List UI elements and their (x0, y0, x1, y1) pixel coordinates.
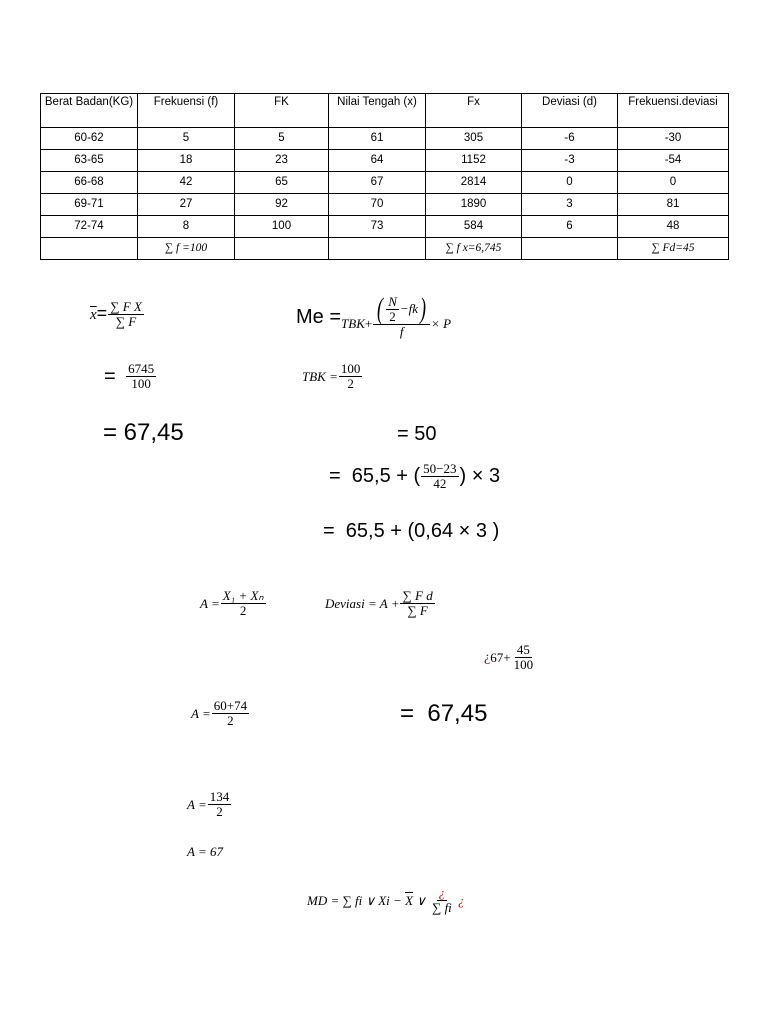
n-over-2 (386, 295, 399, 325)
cell-fx: 1890 (426, 194, 522, 216)
tbk-symbol: TBK (341, 316, 365, 331)
cell-deviasi: 0 (522, 172, 618, 194)
step-a-numerator: 50−23 (423, 461, 457, 476)
median-step-a (329, 462, 500, 492)
mean-step-fraction (126, 362, 156, 392)
cell-fx: 584 (426, 216, 522, 238)
assumed-a-step-2 (187, 790, 232, 820)
cell-fx: 1152 (426, 150, 522, 172)
cell-deviasi: 3 (522, 194, 618, 216)
a3-lhs: A = (187, 796, 207, 812)
a-numerator: X₁ + Xₙ (222, 588, 264, 603)
deviasi-lhs: Deviasi = A + (325, 595, 400, 611)
step-denominator: 100 (513, 657, 534, 673)
cell-frekuensi-deviasi: -30 (618, 128, 729, 150)
header-nilai-tengah: Nilai Tengah (x) (329, 94, 426, 128)
a-lhs: A = (200, 595, 220, 611)
total-deviasi (522, 238, 618, 260)
deviasi-formula (325, 589, 436, 619)
mean-formula (90, 300, 145, 330)
cell-frekuensi: 27 (138, 194, 235, 216)
deviasi-step-fraction (512, 643, 536, 673)
deviasi-numerator: ∑ F d (402, 588, 433, 603)
header-frekuensi: Frekuensi (f) (138, 94, 235, 128)
cell-fk: 5 (235, 128, 329, 150)
step-a-denominator: 42 (433, 476, 447, 492)
cell-nilai-tengah: 70 (329, 194, 426, 216)
median-formula (296, 287, 451, 347)
deviasi-step-mid: 67+ (490, 649, 511, 665)
deviasi-denominator: ∑ F (407, 603, 428, 619)
cell-berat: 63-65 (41, 150, 138, 172)
deviasi-fraction (400, 589, 434, 619)
frequency-table (40, 93, 729, 260)
minus-fk: −fk (399, 301, 419, 317)
assumed-a-formula (200, 589, 267, 619)
total-berat (41, 238, 138, 260)
two-symbol: 2 (389, 308, 396, 324)
table-row (41, 172, 729, 194)
equals-sign: = (96, 302, 108, 323)
a-fraction (221, 589, 266, 619)
tbk-denominator: 2 (347, 376, 354, 392)
mean-result: = 67,45 (103, 419, 184, 446)
md-denominator: ∑ fi (432, 900, 452, 916)
a3-denominator: 2 (216, 804, 223, 820)
table-row (41, 128, 729, 150)
cell-fk: 65 (235, 172, 329, 194)
step-numerator: 6745 (128, 361, 155, 376)
table-totals-row (41, 238, 729, 260)
cell-berat: 72-74 (41, 216, 138, 238)
a2-denominator: 2 (227, 713, 234, 729)
step-a-suffix: ) × 3 (459, 465, 501, 488)
right-paren: ) (420, 292, 427, 326)
table-row (41, 150, 729, 172)
cell-nilai-tengah: 67 (329, 172, 426, 194)
cell-berat: 66-68 (41, 172, 138, 194)
cell-frekuensi-deviasi: 48 (618, 216, 729, 238)
tbk-line (302, 362, 363, 392)
cell-frekuensi-deviasi: 81 (618, 194, 729, 216)
x-bar: $\overline{x}$ (90, 306, 97, 323)
step-a-prefix: = 65,5 + ( (329, 465, 421, 488)
a2-numerator: 60+74 (213, 698, 248, 713)
table-row (41, 216, 729, 238)
header-fx: Fx (426, 94, 522, 128)
median-label: Me = (296, 305, 342, 328)
step-denominator: 100 (131, 376, 151, 392)
median-step-50: = 50 (397, 423, 437, 445)
header-berat: Berat Badan(KG) (41, 94, 138, 128)
median-denominator: f (399, 324, 404, 340)
md-fraction (430, 886, 454, 916)
mean-numerator: ∑ F X (110, 299, 142, 314)
md-mid: ∨ (413, 892, 430, 908)
cell-frekuensi-deviasi: -54 (618, 150, 729, 172)
median-step-b: = 65,5 + (0,64 × 3 ) (323, 520, 500, 542)
cell-deviasi: 6 (522, 216, 618, 238)
assumed-a-step (191, 699, 250, 729)
total-fx: ∑ f x=6,745 (426, 238, 522, 260)
header-deviasi: Deviasi (d) (522, 94, 618, 128)
total-fk (235, 238, 329, 260)
table-header-row (41, 94, 729, 128)
cell-fk: 23 (235, 150, 329, 172)
cell-frekuensi: 42 (138, 172, 235, 194)
header-frekuensi-deviasi: Frekuensi.deviasi (618, 94, 729, 128)
median-numerator (373, 294, 430, 325)
mean-fraction (108, 300, 144, 330)
a3-fraction (208, 790, 232, 820)
deviasi-result: = 67,45 (400, 700, 488, 727)
md-numerator: ¿ (438, 885, 446, 900)
total-nilai-tengah (329, 238, 426, 260)
cell-frekuensi: 5 (138, 128, 235, 150)
cell-fx: 305 (426, 128, 522, 150)
cell-fk: 92 (235, 194, 329, 216)
tbk-numerator: 100 (340, 361, 361, 376)
times-p: × P (431, 316, 452, 331)
md-tail: ¿ (454, 892, 465, 908)
md-formula (307, 886, 465, 916)
step-numerator: 45 (516, 642, 530, 657)
plus-sign: + (364, 316, 373, 331)
cell-frekuensi: 18 (138, 150, 235, 172)
md-xbar: $\overline{X}$ (405, 892, 414, 908)
table-row (41, 194, 729, 216)
cell-berat: 60-62 (41, 128, 138, 150)
mean-denominator: ∑ F (115, 314, 137, 330)
header-fk: FK (235, 94, 329, 128)
cell-frekuensi: 8 (138, 216, 235, 238)
mean-step-1 (104, 362, 157, 392)
inverted-question: ¿ (484, 649, 491, 665)
cell-deviasi: -3 (522, 150, 618, 172)
tbk-lhs: TBK = (302, 368, 338, 384)
median-fraction (373, 294, 430, 339)
cell-nilai-tengah: 64 (329, 150, 426, 172)
cell-berat: 69-71 (41, 194, 138, 216)
assumed-a-result: A = 67 (187, 844, 223, 859)
n-symbol: N (388, 293, 397, 309)
step-a-fraction (421, 462, 458, 492)
total-frekuensi: ∑ f =100 (138, 238, 235, 260)
equals-sign: = (104, 365, 116, 388)
left-paren: ( (377, 292, 384, 326)
tbk-fraction (339, 362, 363, 392)
cell-nilai-tengah: 73 (329, 216, 426, 238)
total-frekuensi-deviasi: ∑ Fd=45 (618, 238, 729, 260)
a2-lhs: A = (191, 705, 211, 721)
cell-deviasi: -6 (522, 128, 618, 150)
a-denominator: 2 (239, 603, 247, 619)
md-lhs: MD = ∑ fi ∨ Xi − (307, 892, 406, 908)
deviasi-step (484, 643, 536, 673)
a3-numerator: 134 (209, 789, 230, 804)
cell-fx: 2814 (426, 172, 522, 194)
cell-frekuensi-deviasi: 0 (618, 172, 729, 194)
cell-nilai-tengah: 61 (329, 128, 426, 150)
a2-fraction (212, 699, 249, 729)
cell-fk: 100 (235, 216, 329, 238)
